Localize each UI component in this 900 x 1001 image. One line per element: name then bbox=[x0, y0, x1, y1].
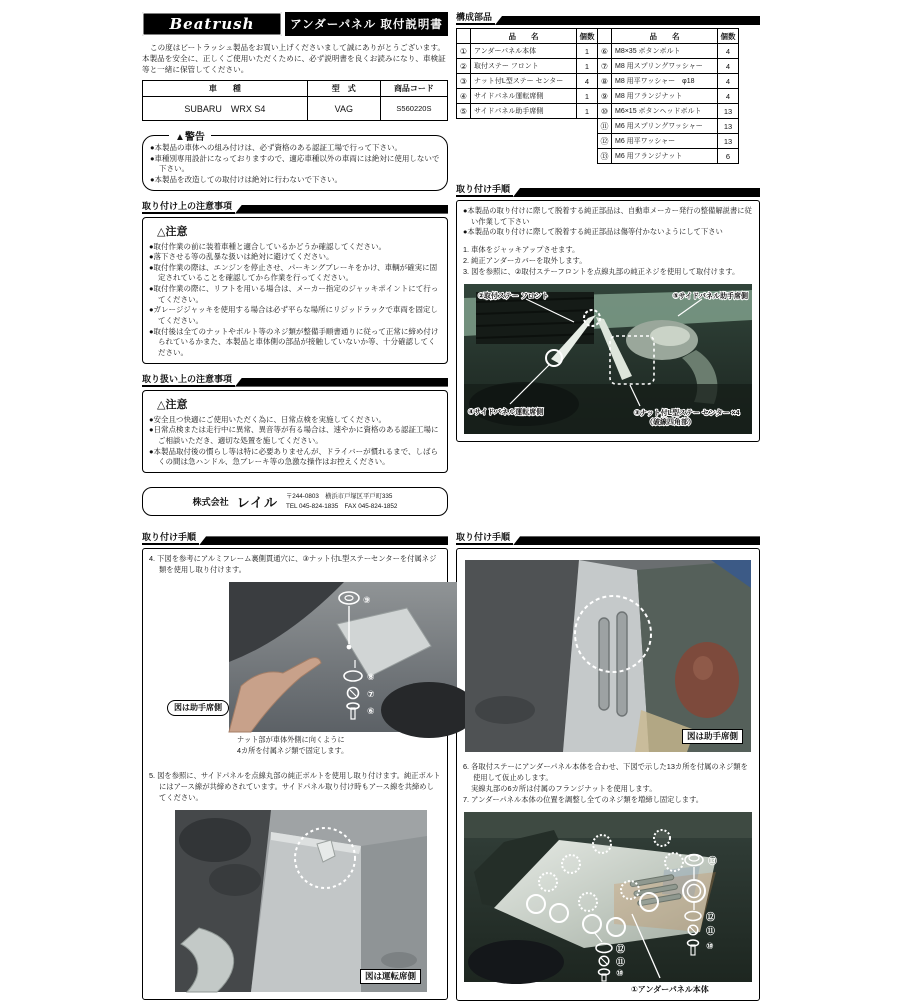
section-header-install-notes bbox=[142, 201, 448, 214]
figure-label-driver-side: 図は運転席側 bbox=[360, 969, 421, 984]
section-header-bar bbox=[495, 16, 760, 25]
header-bar bbox=[142, 12, 448, 36]
photo-caption: ナット部が車体外側に向くように 4カ所を付属ネジ類で固定します。 bbox=[237, 735, 349, 755]
caution-label: △注意 bbox=[157, 398, 188, 411]
table-row: ① アンダーパネル本体 1 bbox=[457, 44, 598, 59]
table-row: ⑬ M6 用フランジナット 6 bbox=[598, 149, 739, 164]
callout-number: ⑬ bbox=[708, 857, 718, 868]
slot-shape bbox=[617, 612, 627, 716]
figure-label-passenger-side: 図は助手席側 bbox=[682, 729, 743, 744]
section-header-bar bbox=[199, 536, 448, 545]
company-address bbox=[286, 492, 397, 512]
callout-center-stay-sub: （破線四角部） bbox=[646, 418, 695, 426]
parts-tables bbox=[456, 28, 760, 164]
callout-number: ⑩ bbox=[616, 969, 624, 980]
rusty-part-shape bbox=[675, 642, 739, 718]
procedure-step: 1. 車体をジャッキアップさせます。 bbox=[463, 244, 580, 254]
handling-notes-box bbox=[142, 390, 448, 473]
photo-side-panel-install bbox=[175, 810, 427, 992]
intro-paragraph bbox=[142, 42, 448, 75]
handling-note: ●本製品取付後の慣らし等は特に必要ありませんが、ドライバーが慣れるまで、しばらくの間は急ハンドル、急ブレーキ等の急激な操作はお控えください。 bbox=[149, 446, 439, 467]
section-title: 取り扱い上の注意事項 bbox=[142, 374, 235, 387]
table-row: ④ サイドパネル運転席側 1 bbox=[457, 89, 598, 104]
table-row: ③ ナット付L型ステー センター 4 bbox=[457, 74, 598, 89]
procedure-step: 6. 各取付ステーにアンダーパネル本体を合わせ、下図で示した13カ所を付属のネジ類を使用して仮止めします。 bbox=[463, 762, 748, 783]
photo-center-stay-install bbox=[174, 582, 457, 732]
callout-number: ⑧ bbox=[367, 673, 375, 684]
table-row: ⑥ M8×35 ボタンボルト 4 bbox=[598, 44, 739, 59]
table-row: ⑨ M8 用フランジナット 4 bbox=[598, 89, 739, 104]
procedure-step: 7. アンダーパネル本体の位置を調整し全てのネジ類を増締し固定します。 bbox=[463, 795, 704, 805]
parts-col-qty: 個数 bbox=[718, 29, 739, 44]
callout-number: ⑫ bbox=[706, 913, 716, 924]
warning-item: ●本製品を改造しての取付けは絶対に行わないで下さい。 bbox=[150, 174, 343, 184]
parts-col-name: 品 名 bbox=[612, 29, 718, 44]
section-title: 取り付け手順 bbox=[456, 184, 513, 197]
company-name: レイル bbox=[236, 495, 278, 511]
section-header-handling-notes bbox=[142, 374, 448, 387]
callout-number: ⑫ bbox=[616, 945, 626, 956]
section-title: 取り付け手順 bbox=[456, 532, 513, 545]
vehicle-type: VAG bbox=[307, 97, 380, 121]
warning-item: ●車種別専用設計になっておりますので、適応車種以外の車両には絶対に使用しないで下さい。 bbox=[150, 153, 440, 174]
callout-number: ⑪ bbox=[616, 958, 626, 969]
logo-text: Beatrush bbox=[169, 15, 255, 33]
procedure-step: 5. 図を参照に、サイドパネルを点線丸部の純正ボルトを使用し取り付けます。純正ボルトにはアース線が共締めされています。サイドパネル取り付け時もアース線を共締めしてください。 bbox=[149, 770, 441, 802]
photo-under-panel-installed bbox=[464, 812, 752, 982]
parts-table-left bbox=[456, 28, 598, 119]
section-header-bar bbox=[513, 536, 760, 545]
warning-item: ●本製品の車体への組み付けは、必ず資格のある認証工場で行って下さい。 bbox=[150, 143, 403, 152]
warning-label: ▲警告 bbox=[169, 128, 211, 143]
procedure-note: ●本製品の取り付けに際して脱着する純正部品は傷等付かないようにして下さい bbox=[463, 227, 723, 237]
company-prefix: 株式会社 bbox=[192, 497, 229, 508]
section-header-bar bbox=[235, 205, 448, 214]
callout-number: ⑩ bbox=[706, 942, 714, 953]
install-note: ●取付作業の前に装着車種と適合しているかどうか確認してください。 bbox=[149, 241, 387, 251]
parts-col-name: 品 名 bbox=[471, 29, 577, 44]
bottom-right-column bbox=[456, 532, 760, 1001]
manual-document bbox=[142, 12, 760, 1001]
procedure-step: 実線丸部の6カ所は付属のフランジナットを使用します。 bbox=[471, 784, 657, 794]
vehicle-col-model: 車 種 bbox=[143, 81, 308, 97]
intro-line: この度はビートラッシュ製品をお買い上げくださいまして誠にありがとうございます。 bbox=[150, 43, 445, 52]
callout-number: ⑪ bbox=[706, 927, 716, 938]
tire-shape bbox=[468, 940, 564, 984]
vehicle-col-type: 型 式 bbox=[307, 81, 380, 97]
document-title-box bbox=[285, 12, 448, 36]
beatrush-logo bbox=[142, 12, 282, 36]
callout-number: ⑨ bbox=[363, 596, 371, 607]
table-row: ⑫ M6 用平ワッシャー 13 bbox=[598, 134, 739, 149]
install-note: ●取付作業の際に、リフトを用いる場合は、メーカー指定のジャッキポイントにて行ってください。 bbox=[149, 284, 439, 304]
procedure-step: 4. 下図を参考にアルミフレーム裏側貫通穴に、③ナット付L型ステーセンターを付属ネジ類を使用し取り付けます。 bbox=[149, 554, 437, 575]
section-header-parts bbox=[456, 12, 760, 25]
table-row: ⑪ M6 用スプリングワッシャー 13 bbox=[598, 119, 739, 134]
page-title: アンダーパネル 取付説明書 bbox=[290, 19, 443, 31]
section-title: 構成部品 bbox=[456, 12, 495, 25]
vehicle-col-code: 商品コード bbox=[380, 81, 447, 97]
section-header-procedure-2 bbox=[142, 532, 448, 545]
table-row: ② 取付ステー フロント 1 bbox=[457, 59, 598, 74]
vehicle-model: SUBARU WRX S4 bbox=[143, 97, 308, 121]
callout-front-stay: ②取付ステー フロント bbox=[478, 292, 549, 300]
cover-dark-shape bbox=[465, 560, 579, 752]
install-note: ●取付作業の際は、エンジンを停止させ、パーキングブレーキをかけ、車輌が確実に固定されていることを確認してから作業を行ってください。 bbox=[149, 262, 438, 283]
handling-note: ●日常点検または走行中に異常、異音等が有る場合は、速やかに資格のある認証工場にご相談いただき、適切な処置を施してください。 bbox=[149, 425, 439, 445]
bottom-left-column bbox=[142, 532, 448, 999]
handling-note: ●安全且つ快適にご使用いただく為に、日常点検を実施してください。 bbox=[149, 414, 387, 424]
section-title: 取り付け上の注意事項 bbox=[142, 201, 235, 214]
company-address-line: 〒244-0803 横浜市戸塚区平戸町335 bbox=[285, 492, 393, 500]
table-row: ⑤ サイドパネル助手席側 1 bbox=[457, 104, 598, 119]
procedure-step: 2. 純正アンダーカバーを取外します。 bbox=[463, 255, 587, 265]
vehicle-table bbox=[142, 80, 448, 121]
intro-line: 本製品を安全に、正しくご使用いただくために、必ず説明書を良くお読みになり、車検証等と一緒に保管してください。 bbox=[142, 54, 446, 74]
callout-center-stay: ③ナット付L型ステー センター ×4 bbox=[634, 409, 740, 417]
parts-col-qty: 個数 bbox=[577, 29, 598, 44]
company-box bbox=[142, 487, 448, 517]
install-notes-box bbox=[142, 217, 448, 364]
under-panel-body-label: ①アンダーパネル本体 bbox=[631, 985, 709, 995]
warning-box bbox=[142, 132, 448, 191]
procedure-1-box bbox=[456, 200, 760, 442]
install-note: ●取付後は全てのナットやボルト等のネジ類が整備手順書通りに従って正常に締め付けられているかまた、本製品と車体側の部品が接触していないか等、十分確認してください。 bbox=[149, 326, 439, 357]
tire-shape bbox=[381, 682, 477, 738]
photo-underside-front-stays bbox=[464, 284, 752, 434]
install-note: ●ガレージジャッキを使用する場合は必ず平らな場所にリジッドラックで車両を固定してください。 bbox=[149, 305, 438, 326]
top-right-column bbox=[456, 12, 760, 442]
slot-shape bbox=[599, 618, 609, 710]
procedure-2-box bbox=[142, 548, 448, 999]
caution-label: △注意 bbox=[157, 225, 188, 238]
section-title: 取り付け手順 bbox=[142, 532, 199, 545]
callout-number: ⑦ bbox=[367, 690, 375, 701]
procedure-step: 3. 図を参照に、②取付ステーフロントを点線丸部の純正ネジを使用して取付けます。 bbox=[463, 266, 740, 276]
photo-side-panel-slots bbox=[465, 560, 751, 752]
section-header-bar bbox=[235, 378, 448, 387]
callout-side-passenger: ⑤サイドパネル助手席側 bbox=[672, 292, 748, 300]
table-row: ⑦ M8 用スプリングワッシャー 4 bbox=[598, 59, 739, 74]
section-header-bar bbox=[513, 188, 760, 197]
product-code: S560220S bbox=[380, 97, 447, 121]
procedure-3-box bbox=[456, 548, 760, 1001]
section-header-procedure-1 bbox=[456, 184, 760, 197]
table-row: ⑧ M8 用平ワッシャー φ18 4 bbox=[598, 74, 739, 89]
section-header-procedure-3 bbox=[456, 532, 760, 545]
parts-table-right bbox=[597, 28, 739, 164]
table-row: ⑩ M6×15 ボタンヘッドボルト 13 bbox=[598, 104, 739, 119]
company-telfax: TEL 045-824-1835 FAX 045-824-1852 bbox=[285, 502, 398, 510]
callout-side-driver: ④サイドパネル運転席側 bbox=[468, 408, 544, 416]
top-left-column bbox=[142, 12, 448, 516]
procedure-note: ●本製品の取り付けに際して脱着する純正部品は、自動車メーカー発行の整備解説書に従い作業して下さい bbox=[463, 206, 752, 226]
callout-number: ⑥ bbox=[367, 707, 375, 718]
install-note: ●落下させる等の乱暴な扱いは絶対に避けてください。 bbox=[149, 252, 334, 262]
figure-label-passenger-side: 図は助手席側 bbox=[167, 700, 229, 716]
